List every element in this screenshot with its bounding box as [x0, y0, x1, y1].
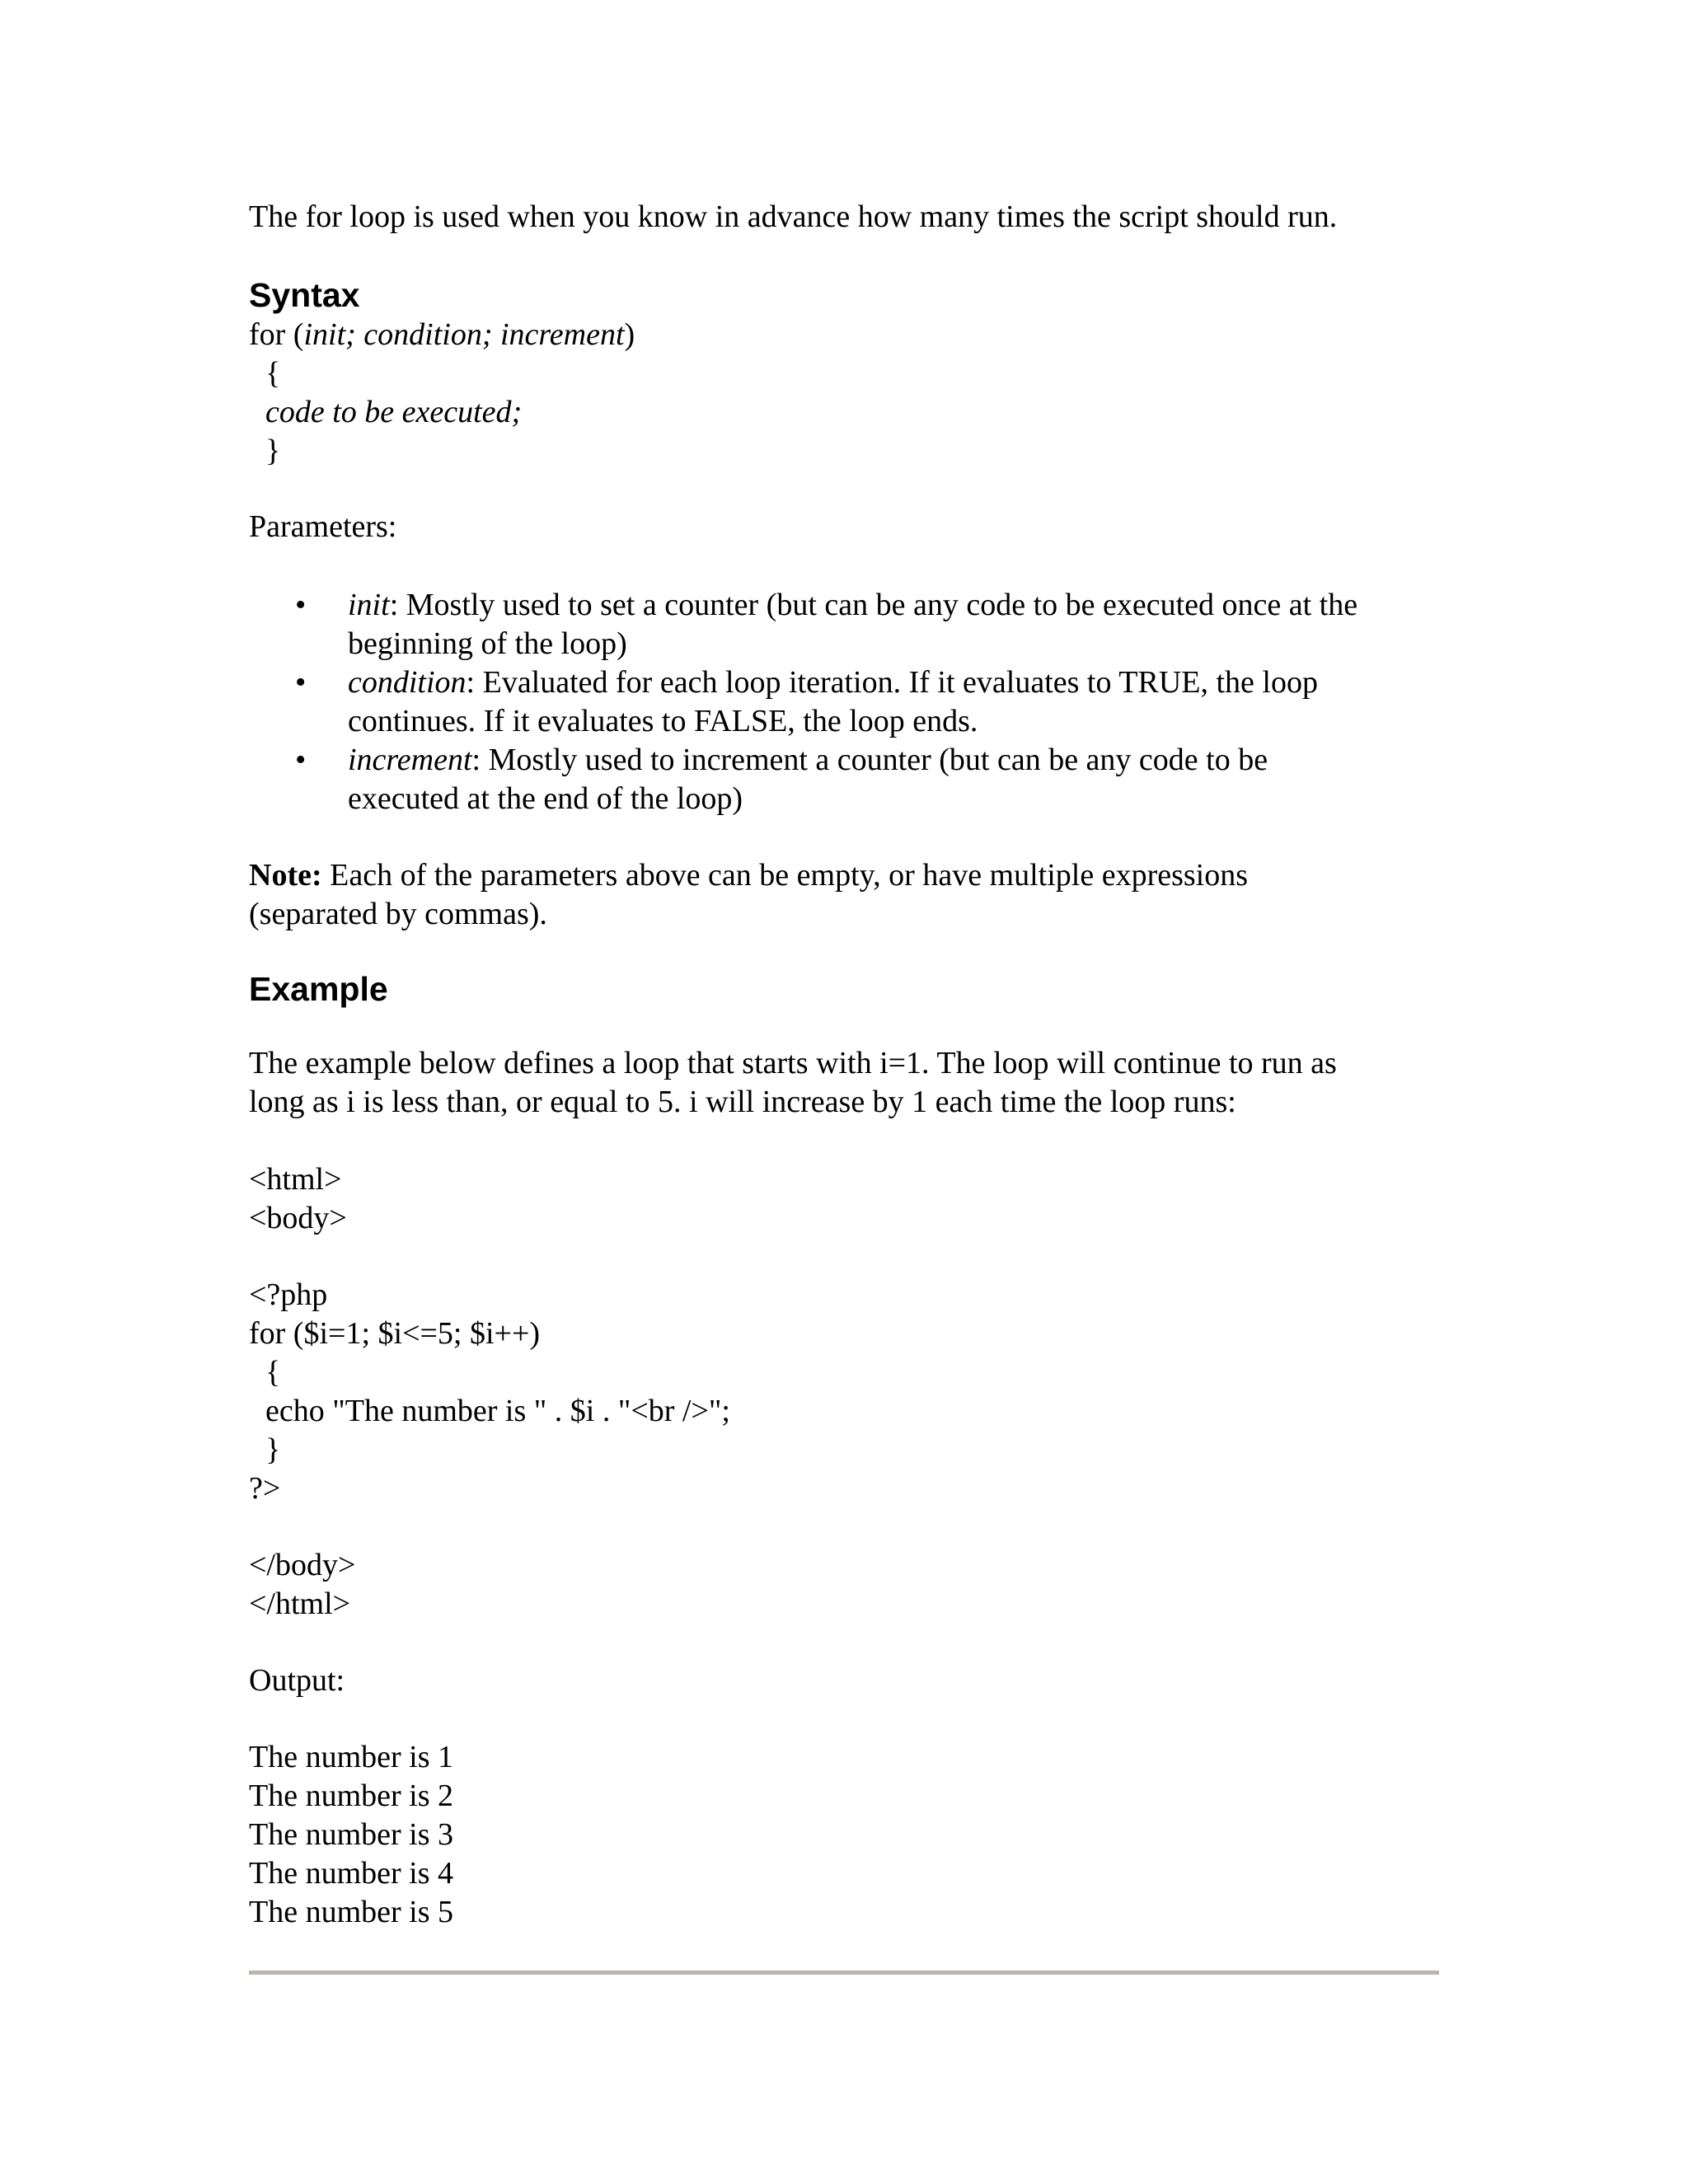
- note-text: Each of the parameters above can be empty, or have multiple expressions: [321, 858, 1249, 893]
- code-line: </html>: [249, 1586, 351, 1621]
- note-line-continued: (separated by commas).: [249, 897, 547, 931]
- param-text: : Evaluated for each loop iteration. If it evaluates to TRUE, the loop: [466, 665, 1318, 700]
- output-block: [249, 1738, 1441, 1932]
- code-line: }: [265, 1432, 281, 1467]
- output-line: The number is 1: [249, 1740, 454, 1774]
- param-term: condition: [348, 665, 467, 700]
- example-description: The example below defines a loop that starts with i=1. The loop will continue to run as: [249, 1046, 1337, 1080]
- bullet-icon: •: [295, 665, 307, 700]
- syntax-open-brace: {: [265, 356, 281, 391]
- param-term: increment: [348, 743, 472, 777]
- output-label: Output:: [249, 1663, 345, 1698]
- code-line: <body>: [249, 1201, 347, 1235]
- intro-paragraph: The for loop is used when you know in advance how many times the script should run.: [249, 199, 1338, 234]
- code-line: ?>: [249, 1471, 281, 1506]
- param-line: [348, 743, 1268, 777]
- syntax-for-prefix: for (: [249, 317, 304, 352]
- syntax-args: init; condition; increment: [303, 317, 625, 352]
- output-line: The number is 2: [249, 1779, 454, 1813]
- example-heading: Example: [249, 970, 388, 1008]
- syntax-body: [249, 393, 1441, 432]
- param-text-continued: executed at the end of the loop): [348, 781, 743, 816]
- code-line: </body>: [249, 1548, 356, 1582]
- param-line: [348, 665, 1318, 700]
- code-line: echo "The number is " . $i . "<br />";: [265, 1394, 730, 1428]
- code-line: <html>: [249, 1162, 342, 1197]
- syntax-heading: Syntax: [249, 276, 360, 314]
- output-line: The number is 3: [249, 1817, 454, 1852]
- code-line: for ($i=1; $i<=5; $i++): [249, 1316, 541, 1351]
- syntax-suffix: ): [624, 317, 635, 352]
- list-item: [249, 663, 1441, 741]
- bullet-icon: •: [295, 588, 307, 622]
- param-text: : Mostly used to set a counter (but can be any code to be executed once at the: [389, 588, 1358, 622]
- list-item: [249, 741, 1441, 818]
- horizontal-rule: [249, 1971, 1439, 1975]
- syntax-close-brace: }: [265, 434, 281, 468]
- example-description-continued: long as i is less than, or equal to 5. i will increase by 1 each time the loop runs:: [249, 1085, 1236, 1119]
- output-line: The number is 5: [249, 1895, 454, 1929]
- param-text-continued: beginning of the loop): [348, 626, 627, 661]
- code-line: {: [265, 1355, 281, 1390]
- output-line: The number is 4: [249, 1856, 454, 1891]
- document-page: [249, 198, 1441, 1932]
- param-line: [348, 588, 1357, 622]
- parameters-list: [249, 586, 1441, 818]
- list-item: [249, 586, 1441, 663]
- syntax-body-text: code to be executed;: [265, 395, 523, 429]
- param-text: : Mostly used to increment a counter (but can be any code to be: [471, 743, 1268, 777]
- code-line: <?php: [249, 1277, 328, 1312]
- syntax-line: [249, 316, 1441, 354]
- bullet-icon: •: [295, 743, 307, 777]
- parameters-label: Parameters:: [249, 509, 397, 544]
- code-block: [249, 1160, 1441, 1624]
- note-label: Note:: [249, 858, 322, 893]
- note-line: [249, 856, 1441, 895]
- param-text-continued: continues. If it evaluates to FALSE, the loop ends.: [348, 704, 978, 738]
- param-term: init: [348, 588, 390, 622]
